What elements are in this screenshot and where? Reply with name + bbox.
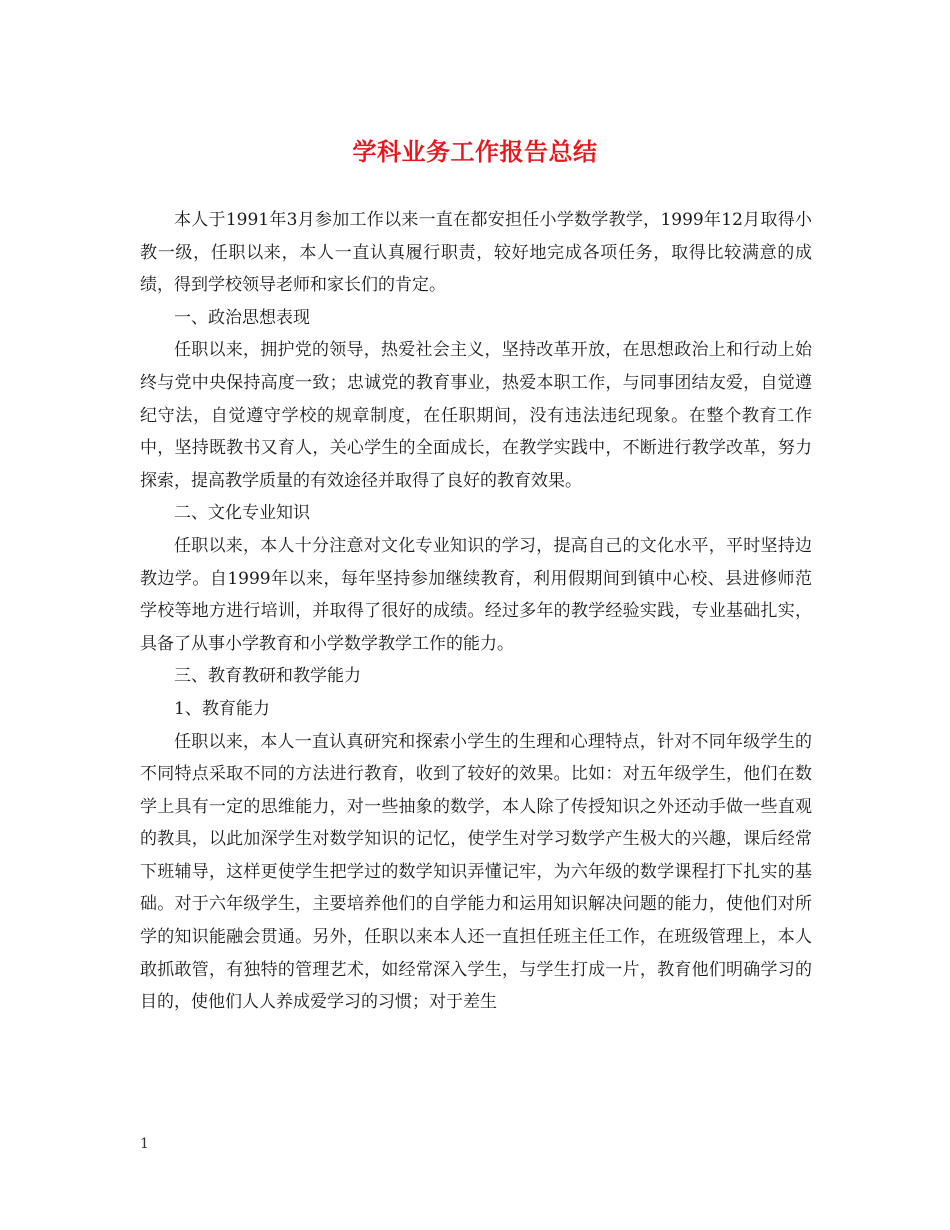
subsection-heading-education: 1、教育能力 (174, 698, 270, 719)
paragraph-intro: 本人于1991年3月参加工作以来一直在都安担任小学数学教学，1999年12月取得小教一级，任职以来，本人一直认真履行职责，较好地完成各项任务，取得比较满意的成绩，得到学校领导老师和家长们的肯定。 (140, 210, 812, 296)
document-body (140, 204, 812, 1019)
section-heading-political: 一、政治思想表现 (174, 307, 310, 328)
section-heading-teaching: 三、教育教研和教学能力 (174, 666, 361, 687)
paragraph-education: 任职以来，本人一直认真研究和探索小学生的生理和心理特点，针对不同年级学生的不同特点采取不同的方法进行教育，收到了较好的效果。比如：对五年级学生，他们在数学上具有一定的思维能力，对一些抽象的数学，本人除了传授知识之外还动手做一些直观的教具，以此加深学生对数学知识的记忆，使学生对学习数学产生极大的兴趣，课后经常下班辅导，这样更使学生把学过的数学知识弄懂记牢，为六年级的数学课程打下扎实的基础。对于六年级学生，主要培养他们的自学能力和运用知识解决问题的能力，使他们对所学的知识能融会贯通。另外，任职以来本人还一直担任班主任工作，在班级管理上，本人敢抓敢管，有独特的管理艺术，如经常深入学生，与学生打成一片，教育他们明确学习的目的，使他们人人养成爱学习的习惯；对于差生 (140, 731, 812, 1013)
section-heading-culture: 二、文化专业知识 (174, 503, 310, 524)
page-number: 1 (140, 1136, 149, 1152)
document-title: 学科业务工作报告总结 (352, 137, 598, 166)
paragraph-political: 任职以来，拥护党的领导，热爱社会主义，坚持改革开放，在思想政治上和行动上始终与党中央保持高度一致；忠诚党的教育事业，热爱本职工作，与同事团结友爱，自觉遵纪守法，自觉遵守学校的规章制度，在任职期间，没有违法违纪现象。在整个教育工作中，坚持既教书又育人，关心学生的全面成长，在教学实践中，不断进行教学改革，努力探索，提高教学质量的有效途径并取得了良好的教育效果。 (140, 340, 812, 491)
paragraph-culture: 任职以来，本人十分注意对文化专业知识的学习，提高自己的文化水平，平时坚持边教边学。自1999年以来，每年坚持参加继续教育，利用假期间到镇中心校、县进修师范学校等地方进行培训，并取得了很好的成绩。经过多年的教学经验实践，专业基础扎实，具备了从事小学教育和小学数学教学工作的能力。 (140, 535, 812, 654)
